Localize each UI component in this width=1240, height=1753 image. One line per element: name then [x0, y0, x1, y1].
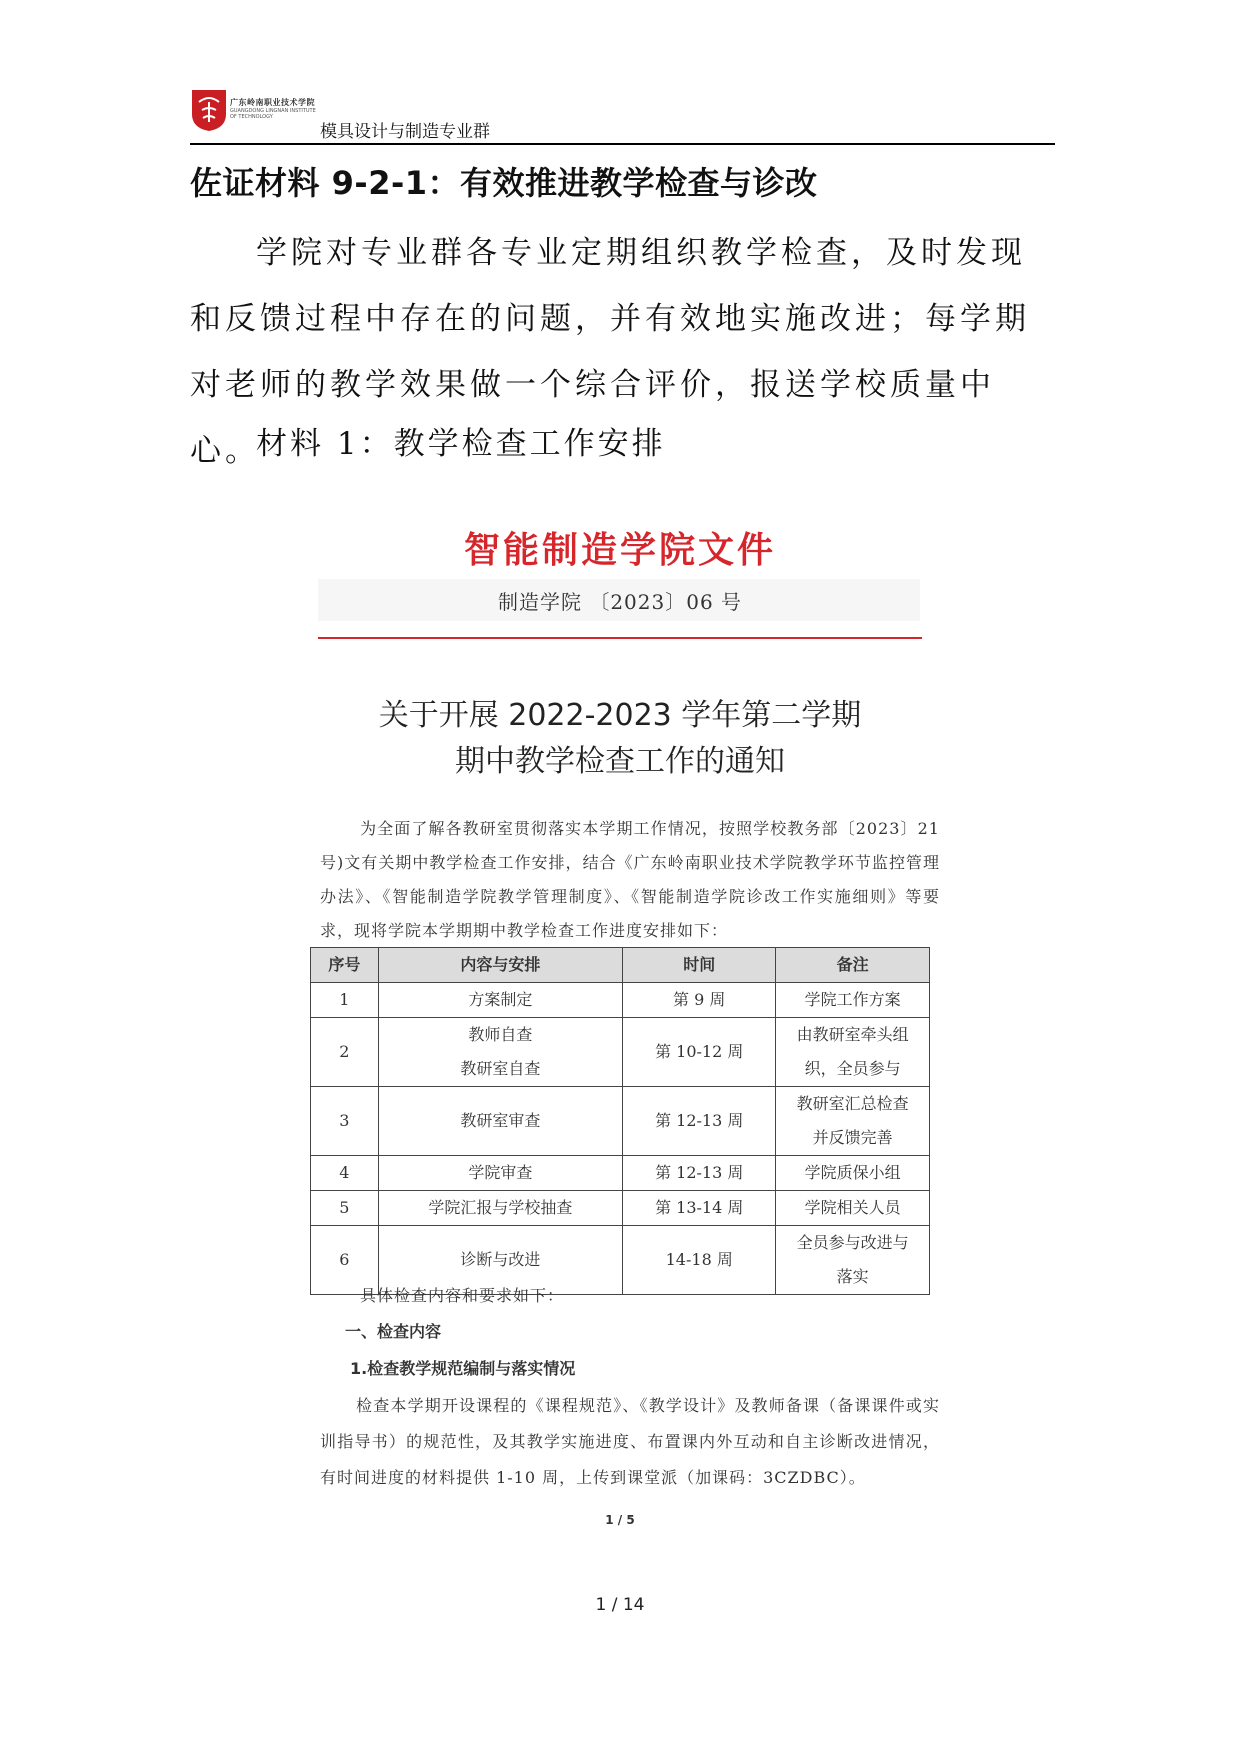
- row-content: [378, 1018, 622, 1087]
- row-number: 6: [311, 1226, 379, 1295]
- row-content-line: 方案制定: [468, 990, 533, 1009]
- row-number: 1: [311, 983, 379, 1018]
- row-note: [776, 1226, 930, 1295]
- table-row: [311, 1156, 930, 1191]
- row-number: 5: [311, 1191, 379, 1226]
- embedded-page-number: 1 / 5: [605, 1513, 635, 1527]
- table-row: [311, 1087, 930, 1156]
- row-note-line: 学院相关人员: [804, 1198, 901, 1217]
- row-note-line: 学院工作方案: [804, 990, 901, 1009]
- embedded-intro: [320, 812, 940, 948]
- table-row: [311, 1018, 930, 1087]
- embedded-red-divider: [318, 637, 922, 639]
- table-row: [311, 1191, 930, 1226]
- row-note-line: 由教研室牵头组: [796, 1025, 909, 1044]
- row-time: 14-18 周: [623, 1226, 776, 1295]
- row-note-line: 教研室汇总检查: [796, 1094, 909, 1113]
- table-row: [311, 983, 930, 1018]
- table-header-row: [311, 948, 930, 983]
- row-note-line: 学院质保小组: [804, 1163, 901, 1182]
- row-note-line: 全员参与改进与: [796, 1233, 909, 1252]
- row-content-line: 学院汇报与学校抽查: [428, 1198, 573, 1217]
- schedule-table: [310, 947, 930, 1295]
- embedded-doc-header: 智能制造学院文件: [463, 530, 776, 571]
- embedded-intro-text: 为全面了解各教研室贯彻落实本学期工作情况，按照学校教务部〔2023〕21号)文有关期中教学检查工作安排，结合《广东岭南职业技术学院教学环节监控管理办法》、《智能制造学院教学管理制度》、《智能制造学院诊改工作实施细则》等要求，现将学院本学期期中教学检查工作进度安排如下：: [320, 819, 940, 940]
- row-note-line: 并反馈完善: [812, 1128, 893, 1147]
- embedded-subsection-heading: 1.检查教学规范编制与落实情况: [350, 1359, 576, 1378]
- embedded-section-heading: 一、检查内容: [345, 1322, 442, 1341]
- embedded-title-line1: 关于开展 2022-2023 学年第二学期: [378, 698, 862, 733]
- embedded-doc-number: 制造学院 〔2023〕06 号: [497, 590, 743, 614]
- table-header-cell: 时间: [623, 948, 776, 983]
- row-time: 第 13-14 周: [623, 1191, 776, 1226]
- table-header-cell: 备注: [776, 948, 930, 983]
- row-time: 第 10-12 周: [623, 1018, 776, 1087]
- row-time: 第 12-13 周: [623, 1156, 776, 1191]
- embedded-title-line2: 期中教学检查工作的通知: [455, 744, 785, 779]
- row-content: [378, 1087, 622, 1156]
- school-name-cn: 广东岭南职业技术学院: [230, 98, 315, 107]
- row-note: [776, 983, 930, 1018]
- row-number: 2: [311, 1018, 379, 1087]
- row-time: 第 9 周: [623, 983, 776, 1018]
- row-note: [776, 1087, 930, 1156]
- document-title: 佐证材料 9-2-1：有效推进教学检查与诊改: [190, 164, 818, 202]
- row-number: 4: [311, 1156, 379, 1191]
- row-content-line: 学院审查: [468, 1163, 533, 1182]
- row-content: [378, 983, 622, 1018]
- row-content-line: 教师自查: [468, 1025, 533, 1044]
- row-content: [378, 1191, 622, 1226]
- embedded-subsection-body: 检查本学期开设课程的《课程规范》、《教学设计》及教师备课（备课课件或实训指导书）的规范性，及其教学实施进度、布置课内外互动和自主诊断改进情况，有时间进度的材料提供 1-10 周，上传到课堂派（加课码：3CZDBC）。: [320, 1396, 940, 1487]
- embedded-subsection-text: [320, 1388, 940, 1496]
- embedded-doc-title: [0, 693, 1240, 785]
- row-number: 3: [311, 1087, 379, 1156]
- row-content-line: 教研室自查: [460, 1059, 541, 1078]
- intro-paragraph-text: 学院对专业群各专业定期组织教学检查，及时发现和反馈过程中存在的问题，并有效地实施改进；每学期对老师的教学效果做一个综合评价，报送学校质量中心。: [190, 235, 1030, 469]
- row-note: [776, 1018, 930, 1087]
- professional-group-name: 模具设计与制造专业群: [320, 122, 490, 142]
- table-header-cell: 内容与安排: [378, 948, 622, 983]
- table-header-cell: 序号: [311, 948, 379, 983]
- row-content-line: 诊断与改进: [460, 1250, 541, 1269]
- school-logo: [190, 88, 228, 132]
- school-name-en: GUANGDONG LINGNAN INSTITUTE OF TECHNOLOGY: [230, 108, 316, 120]
- row-time: 第 12-13 周: [623, 1087, 776, 1156]
- material-label: 材料 1：教学检查工作安排: [256, 426, 666, 462]
- row-content: [378, 1156, 622, 1191]
- page-number: 1 / 14: [595, 1595, 645, 1615]
- row-note: [776, 1156, 930, 1191]
- header-divider: [190, 143, 1055, 145]
- row-note-line: 织，全员参与: [804, 1059, 901, 1078]
- row-note: [776, 1191, 930, 1226]
- row-note-line: 落实: [836, 1267, 869, 1286]
- embedded-after-table: 具体检查内容和要求如下：: [360, 1286, 565, 1305]
- row-content-line: 教研室审查: [460, 1111, 541, 1130]
